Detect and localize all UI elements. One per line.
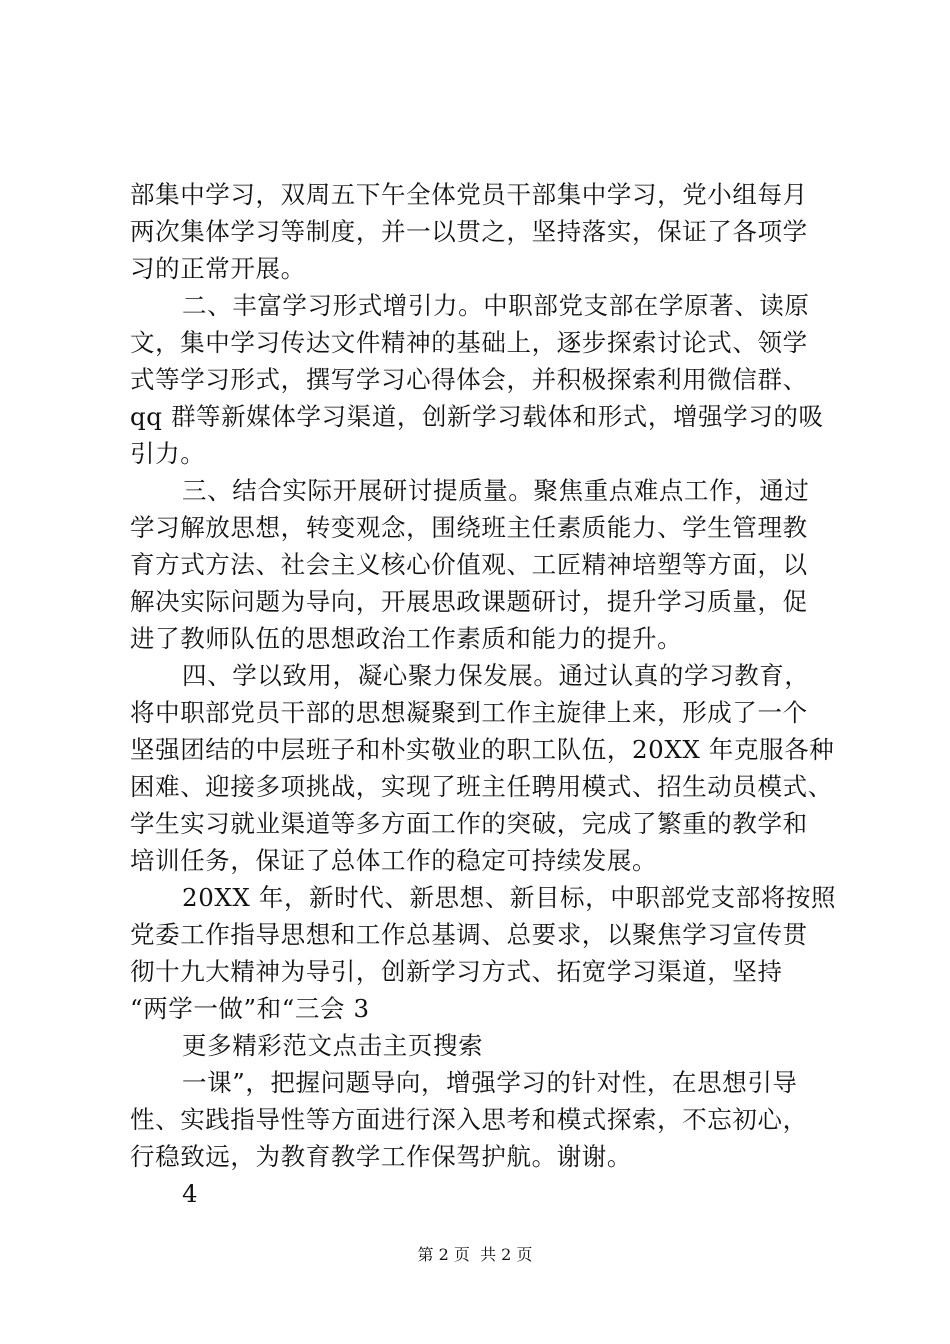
text-line: 将中职部党员干部的思想凝聚到工作主旋律上来，形成了一个	[130, 698, 808, 727]
text-line: 进了教师队伍的思想政治工作素质和能力的提升。	[130, 624, 683, 653]
text-line: qq 群等新媒体学习渠道，创新学习载体和形式，增强学习的吸	[130, 402, 824, 431]
document-body	[130, 176, 837, 1212]
text-line: 困难、迎接多项挑战，实现了班主任聘用模式、招生动员模式、	[130, 772, 833, 801]
text-line: 党委工作指导思想和工作总基调、总要求，以聚焦学习宣传贯	[130, 920, 808, 949]
text-line: 学生实习就业渠道等多方面工作的突破，完成了繁重的教学和	[130, 809, 808, 838]
text-line: “两学一做”和“三会 3	[130, 994, 370, 1023]
text-line: 部集中学习，双周五下午全体党员干部集中学习，党小组每月	[130, 180, 808, 209]
text-line: 培训任务，保证了总体工作的稳定可持续发展。	[130, 846, 658, 875]
text-line: 三、结合实际开展研讨提质量。聚焦重点难点工作，通过	[182, 476, 810, 505]
text-line: 一课”，把握问题导向，增强学习的针对性，在思想引导	[182, 1068, 798, 1097]
text-line: 文，集中学习传达文件精神的基础上，逐步探索讨论式、领学	[130, 328, 808, 357]
page-number-marker: 4	[182, 1179, 199, 1208]
text-line: 引力。	[130, 439, 206, 468]
text-line: 二、丰富学习形式增引力。中职部党支部在学原著、读原	[182, 291, 810, 320]
text-line: 坚强团结的中层班子和朴实敬业的职工队伍，20XX 年克服各种	[130, 735, 835, 764]
text-line: 解决实际问题为导向，开展思政课题研讨，提升学习质量，促	[130, 587, 808, 616]
text-line: 四、学以致用，凝心聚力保发展。通过认真的学习教育，	[182, 661, 810, 690]
text-line: 性、实践指导性等方面进行深入思考和模式探索，不忘初心，	[130, 1105, 808, 1134]
text-line: 式等学习形式，撰写学习心得体会，并积极探索利用微信群、	[130, 365, 808, 394]
text-line: 20XX 年，新时代、新思想、新目标，中职部党支部将按照	[182, 883, 837, 912]
page-footer: 第 2 页 共 2 页	[417, 1245, 533, 1264]
text-line: 学习解放思想，转变观念，围绕班主任素质能力、学生管理教	[130, 513, 808, 542]
text-line: 更多精彩范文点击主页搜索	[182, 1031, 484, 1060]
text-line: 彻十九大精神为导引，创新学习方式、拓宽学习渠道，坚持	[130, 957, 783, 986]
text-line: 两次集体学习等制度，并一以贯之，坚持落实，保证了各项学	[130, 217, 808, 246]
text-line: 习的正常开展。	[130, 254, 306, 283]
text-line: 育方式方法、社会主义核心价值观、工匠精神培塑等方面，以	[130, 550, 808, 579]
text-line: 行稳致远，为教育教学工作保驾护航。谢谢。	[130, 1142, 632, 1171]
